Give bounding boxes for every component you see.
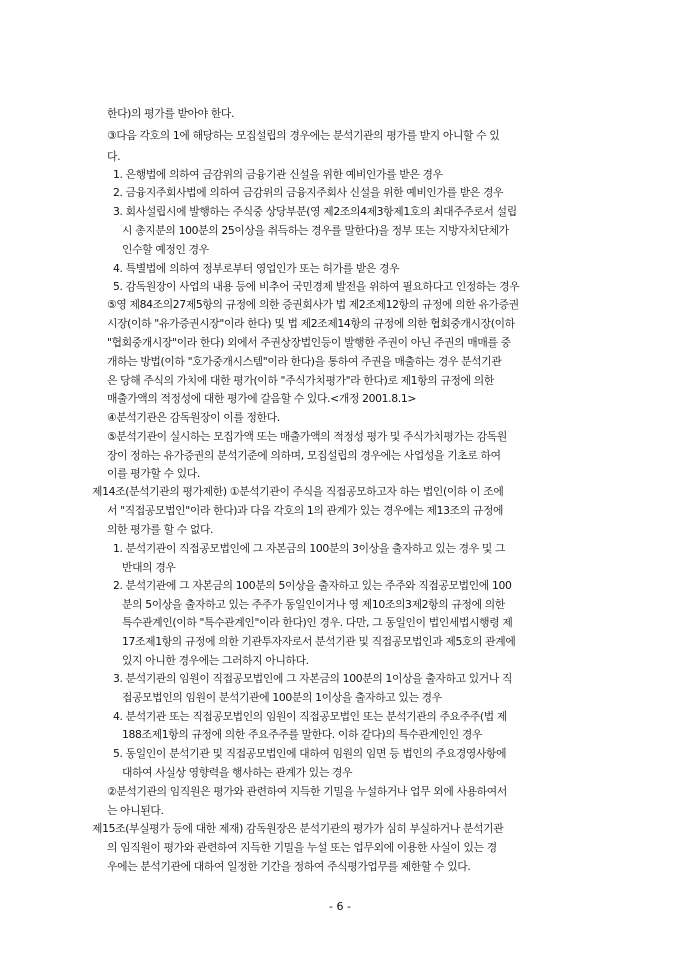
text-line: 이를 평가할 수 있다. [107,467,200,480]
text-line: ③다음 각호의 1에 해당하는 모집설립의 경우에는 분석기관의 평가를 받지 아니할 수 있 [107,129,500,142]
text-line: 1. 은행법에 의하여 금감위의 금융기관 신설을 위한 예비인가를 받은 경우 [113,168,443,181]
text-line: 장이 정하는 유가증권의 분석기준에 의하며, 모집설립의 경우에는 사업성을 기초로 하여 [107,449,501,462]
page-number: - 6 - [329,900,351,913]
text-line: 의한 평가를 할 수 없다. [107,523,214,536]
text-line: 우에는 분석기관에 대하여 일정한 기간을 정하여 주식평가업무를 제한할 수 있다. [107,860,471,873]
text-line: 4. 특별법에 의하여 정부로부터 영업인가 또는 허가를 받은 경우 [113,262,400,275]
text-line: 대하여 사실상 영향력을 행사하는 관계가 있는 경우 [122,766,353,779]
text-line: 4. 분석기관 또는 직접공모법인의 임원이 직접공모법인 또는 분석기관의 주요주주(법 제 [113,710,507,723]
text-line: "협회중개시장"이라 한다) 외에서 주권상장법인등이 발행한 주권이 아닌 주권의 매매를 중 [107,336,511,349]
text-line: 시장(이하 "유가증권시장"이라 한다) 및 법 제2조제14항의 규정에 의한 협회중개시장(이하 [107,317,515,330]
text-line: ⑤분석기관이 실시하는 모집가액 또는 매출가액의 적정성 평가 및 주식가치평가는 감독원 [107,430,507,443]
text-line: 반대의 경우 [122,561,176,574]
text-line: 매출가액의 적정성에 대한 평가에 갈음할 수 있다.<개정 2001.8.1> [107,392,417,405]
text-line: 인수할 예정인 경우 [122,243,209,256]
text-line: 있지 아니한 경우에는 그러하지 아니하다. [122,654,309,667]
text-line: 3. 회사설립시에 발행하는 주식중 상당부분(영 제2조의4제3항제1호의 최대주주로서 설립 [113,205,517,218]
text-line: 5. 감독원장이 사업의 내용 등에 비추어 국민경제 발전을 위하여 필요하다고 인정하는 경우 [113,280,520,293]
text-line: 서 "직접공모법인"이라 한다)과 다음 각호의 1의 관계가 있는 경우에는 제13조의 규정에 [107,504,504,517]
text-line: 시 총지분의 100분의 25이상을 취득하는 경우를 말한다)을 정부 또는 지방자치단체가 [122,224,509,237]
text-line: 다. [107,150,121,163]
text-line: 한다)의 평가를 받아야 한다. [107,107,235,120]
text-line: 은 당해 주식의 가치에 대한 평가(이하 "주식가치평가"라 한다)로 제1항의 규정에 의한 [107,374,494,387]
text-line: 는 아니된다. [107,804,164,817]
text-line: 접공모법인의 임원이 분석기관에 100분의 1이상을 출자하고 있는 경우 [122,691,442,704]
text-line: 개하는 방법(이하 "호가중개시스템"이라 한다)을 통하여 주권을 매출하는 경우 분석기관 [107,355,502,368]
text-line: 특수관계인(이하 "특수관계인"이라 한다)인 경우. 다만, 그 동일인이 법인세법시행령 제 [122,616,513,629]
text-line: 분의 5이상을 출자하고 있는 주주가 동일인이거나 영 제10조의3제2항의 규정에 의한 [122,598,505,611]
article-14-heading: 제14조(분석기관의 평가제한) ①분석기관이 주식을 직접공모하고자 하는 법인(이하 이 조에 [92,485,504,498]
text-line: ⑤영 제84조의27제5항의 규정에 의한 증권회사가 법 제2조제12항의 규정에 의한 유가증권 [107,298,519,311]
text-line: 17조제1항의 규정에 의한 기관투자자로서 분석기관 및 직접공모법인과 제5호의 관계에 [122,635,516,648]
text-line: 2. 분석기관에 그 자본금의 100분의 5이상을 출자하고 있는 주주와 직접공모법인에 100 [113,579,512,592]
article-15-heading: 제15조(부실평가 등에 대한 제재) 감독원장은 분석기관의 평가가 심히 부실하거나 분석기관 [92,822,504,835]
text-line: ②분석기관의 임직원은 평가와 관련하여 지득한 기밀을 누설하거나 업무 외에 사용하여서 [107,785,507,798]
text-line: 188조제1항의 규정에 의한 주요주주를 말한다. 이하 같다)의 특수관계인인 경우 [122,728,483,741]
text-line: 5. 동일인이 분석기관 및 직접공모법인에 대하여 임원의 임면 등 법인의 주요경영사항에 [113,747,507,760]
text-line: 1. 분석기관이 직접공모법인에 그 자본금의 100분의 3이상을 출자하고 있는 경우 및 그 [113,542,506,555]
text-line: ④분석기관은 감독원장이 이를 정한다. [107,411,280,424]
text-line: 2. 금융지주회사법에 의하여 금감위의 금융지주회사 신설을 위한 예비인가를 받은 경우 [113,186,504,199]
text-line: 의 임직원이 평가와 관련하여 지득한 기밀을 누설 또는 업무외에 이용한 사실이 있는 경 [107,841,497,854]
text-line: 3. 분석기관의 임원이 직접공모법인에 그 자본금의 100분의 1이상을 출자하고 있거나 직 [113,672,513,685]
